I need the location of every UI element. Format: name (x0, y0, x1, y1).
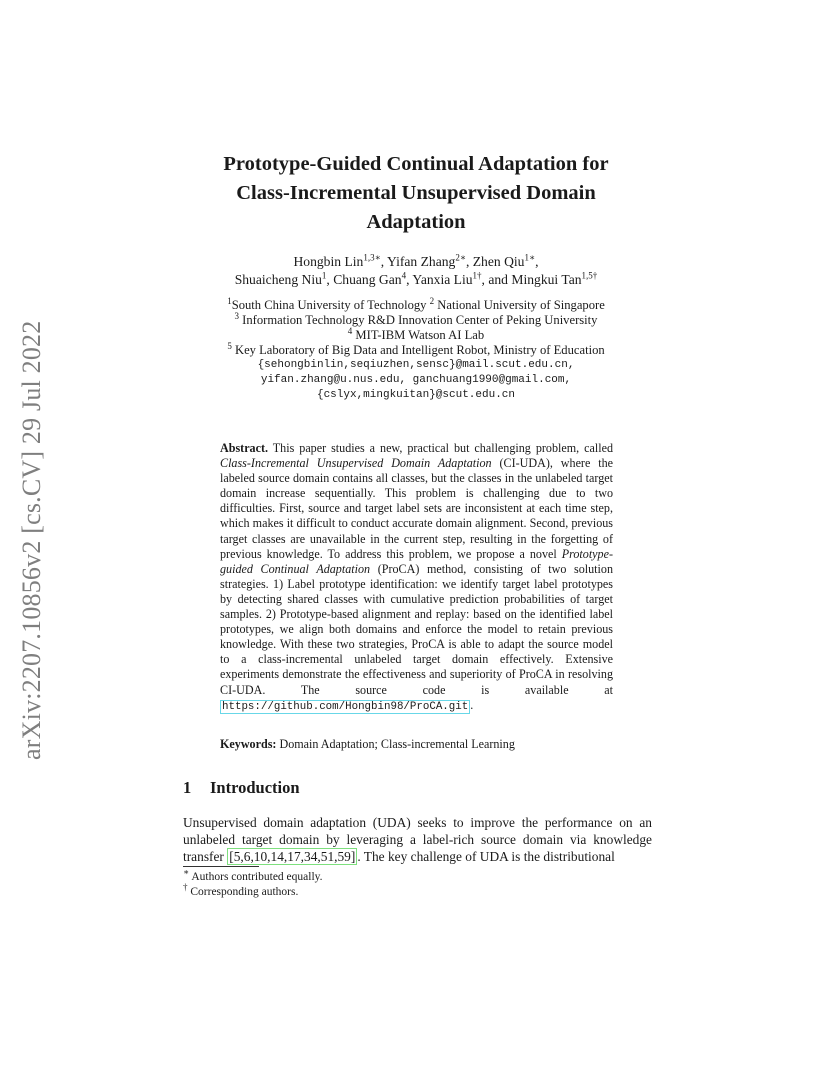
affiliation-line: $^3$ Information Technology R&D Innovation Center of Peking University (234, 310, 598, 327)
author: Chuang Gan$^4$, (333, 270, 413, 287)
author: Shuaicheng Niu$^1$, (234, 270, 334, 287)
author: Yanxia Liu$^{1\dagger}$, and (412, 270, 512, 287)
citation-links[interactable]: [5,6,10,14,17,34,51,59] (229, 849, 356, 864)
author: Hongbin Lin$^{1,3∗}$, (293, 252, 387, 269)
author: Yifan Zhang$^{2∗}$, (387, 252, 473, 269)
paper-title (190, 150, 642, 237)
section-heading (183, 778, 300, 798)
footnote: ∗ Authors contributed equally. (183, 867, 323, 883)
arxiv-identifier: arXiv:2207.10856v2 [cs.CV] 29 Jul 2022 (17, 320, 46, 760)
section-title: Introduction (210, 778, 300, 797)
keywords: Keywords: Domain Adaptation; Class-incremental Learning (220, 737, 515, 751)
abstract: Abstract. This paper studies a new, practical but challenging problem, called Class-Incremental Unsupervised Domain Adaptation (CI-UDA), where the labeled source domain contains all classes, but the classes in the unlabeled target domain increase sequentially. This problem is challenging due to two difficulties. First, source and target label sets are inconsistent at each time step, which makes it difficult to conduct accurate domain alignment. Second, previous target classes are unavailable in the current step, resulting in the forgetting of previous knowledge. To address this problem, we propose a novel Prototype-guided Continual Adaptation (ProCA) method, consisting of two solution strategies. 1) Label prototype identification: we identify target label prototypes by detecting shared classes with cumulative prediction probabilities of target samples. 2) Prototype-based alignment and replay: based on the identified label prototypes, we align both domains and enforce the model to retain previous knowledge. With these two strategies, ProCA is able to adapt the source model to a class-incremental unlabeled target domain effectively. Extensive experiments demonstrate the effectiveness and superiority of ProCA in resolving CI-UDA. The source code is available at https://github.com/Hongbin98/ProCA.git . (220, 441, 613, 713)
author-list (176, 253, 656, 289)
title-line-3: Adaptation (366, 211, 466, 233)
source-code-link[interactable]: https://github.com/Hongbin98/ProCA.git (222, 700, 469, 713)
title-line-1: Prototype-Guided Continual Adaptation for (223, 153, 609, 175)
author: Mingkui Tan$^{1,5\dagger}$ (511, 270, 598, 287)
affiliation-line: $^1$South China University of Technology $^2$ National University of Singapore (227, 295, 605, 312)
section-number: 1 (183, 778, 192, 797)
footnote-divider (183, 866, 259, 867)
affiliations (176, 295, 656, 403)
keywords-label: Keywords: (220, 737, 277, 751)
title-line-2: Class-Incremental Unsupervised Domain (236, 182, 596, 204)
email-line: {cslyx,mingkuitan}@scut.edu.cn (316, 389, 516, 401)
abstract-label: Abstract. (220, 441, 269, 455)
author: Zhen Qiu$^{1∗}$, (472, 252, 539, 269)
email-line: {sehongbinlin,seqiuzhen,sensc}@mail.scut.edu.cn, (257, 359, 575, 371)
intro-paragraph: Unsupervised domain adaptation (UDA) seeks to improve the performance on an unlabeled target domain by leveraging a label-rich source domain via knowledge transfer [5,6,10,14,17,34,51,59] . The key challenge of UDA is the distributional (183, 815, 652, 864)
footnotes (183, 867, 323, 900)
affiliation-line: $^5$ Key Laboratory of Big Data and Intelligent Robot, Ministry of Education (227, 340, 605, 357)
affiliation-line: $^4$ MIT-IBM Watson AI Lab (347, 325, 485, 342)
footnote: † Corresponding authors. (183, 882, 299, 898)
email-line: yifan.zhang@u.nus.edu, ganchuang1990@gmail.com, (260, 374, 572, 386)
